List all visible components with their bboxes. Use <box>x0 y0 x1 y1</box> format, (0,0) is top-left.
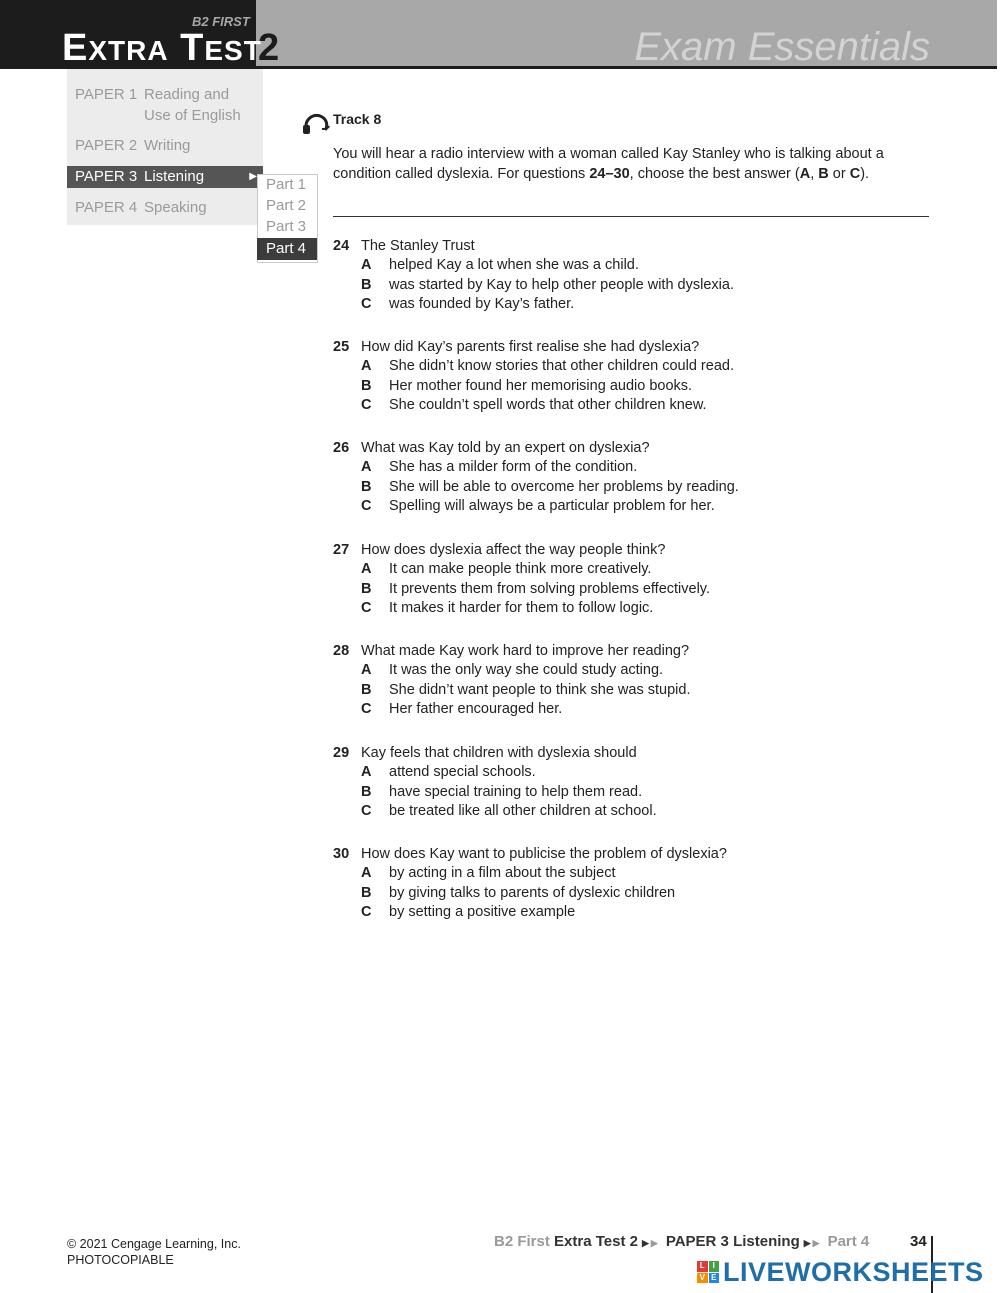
logo-letter: L <box>697 1261 708 1272</box>
question-text: What made Kay work hard to improve her reading? <box>361 643 690 659</box>
question-29 <box>333 743 933 822</box>
option-text: It was the only way she could study acting. <box>389 662 664 678</box>
option-c[interactable] <box>333 396 933 416</box>
option-letter: B <box>361 783 372 800</box>
question-text: What was Kay told by an expert on dyslexia? <box>361 440 650 456</box>
option-letter: A <box>361 764 372 780</box>
question-number: 24 <box>333 238 350 254</box>
option-letter: B <box>361 377 372 394</box>
option-c[interactable] <box>333 700 933 720</box>
question-30 <box>333 844 933 923</box>
copyright-notice <box>67 1236 241 1268</box>
question-text: Kay feels that children with dyslexia should <box>361 745 637 761</box>
part-1[interactable]: Part 1 <box>266 176 307 193</box>
option-letter: B <box>361 478 372 495</box>
nav-paper-4[interactable] <box>67 197 263 218</box>
nav-paper-title: Listening <box>144 168 205 185</box>
option-text: She will be able to overcome her problems by reading. <box>389 478 739 495</box>
option-a[interactable] <box>333 560 933 580</box>
option-c[interactable] <box>333 903 933 923</box>
breadcrumb-test: Extra Test 2 <box>554 1233 638 1250</box>
intro-text: or <box>828 165 850 182</box>
option-b[interactable] <box>333 276 933 296</box>
option-letter: A <box>361 662 372 678</box>
question-26 <box>333 438 933 517</box>
option-text: be treated like all other children at school. <box>389 803 657 820</box>
option-letter: A <box>361 561 372 577</box>
option-text: Spelling will always be a particular problem for her. <box>389 498 715 515</box>
option-letter: B <box>361 884 372 901</box>
option-letter: C <box>361 600 372 617</box>
intro-text: , <box>810 165 819 182</box>
triangle-right-icon: ▶ <box>803 1238 811 1248</box>
triangle-right-icon: ▶ <box>812 1238 820 1248</box>
breadcrumb <box>494 1232 869 1253</box>
nav-paper-number: PAPER 3 <box>75 168 138 185</box>
nav-paper-1[interactable] <box>67 84 263 126</box>
question-number: 30 <box>333 846 350 862</box>
option-text: by setting a positive example <box>389 904 576 921</box>
brand-title: Exam Essentials <box>634 25 930 69</box>
option-text: It makes it harder for them to follow logic. <box>389 600 654 617</box>
liveworksheets-logo-icon <box>697 1261 719 1283</box>
option-text: have special training to help them read. <box>389 783 643 800</box>
option-letter: A <box>361 358 372 374</box>
triangle-right-icon: ▶ <box>641 1238 649 1248</box>
option-a[interactable] <box>333 256 933 276</box>
option-c[interactable] <box>333 599 933 619</box>
question-text: How did Kay’s parents first realise she had dyslexia? <box>361 339 700 355</box>
option-text: by giving talks to parents of dyslexic children <box>389 884 676 901</box>
option-a[interactable] <box>333 458 933 478</box>
breadcrumb-level: B2 First <box>494 1233 550 1250</box>
option-letter: C <box>361 803 372 820</box>
breadcrumb-skill: Listening <box>733 1233 800 1250</box>
title-rest-2: EST <box>204 35 262 66</box>
intro-text: You will hear a radio interview with a woman called Kay Stanley who is talking about a condition called dyslexia. For questions <box>333 146 884 182</box>
intro-range: 24–30 <box>589 165 630 182</box>
intro-letter: B <box>818 165 829 182</box>
photocopiable-text: PHOTOCOPIABLE <box>67 1253 174 1267</box>
series-label: B2 FIRST <box>192 14 250 29</box>
option-a[interactable] <box>333 357 933 377</box>
option-b[interactable] <box>333 478 933 498</box>
option-a[interactable] <box>333 763 933 783</box>
option-letter: C <box>361 904 372 921</box>
question-text: How does Kay want to publicise the problem of dyslexia? <box>361 846 727 862</box>
intro-text: ). <box>860 165 870 182</box>
option-letter: A <box>361 257 372 273</box>
question-number: 29 <box>333 745 350 761</box>
option-text: was started by Kay to help other people with dyslexia. <box>389 276 734 293</box>
title-initial: E <box>62 27 89 69</box>
task-instructions <box>333 145 933 184</box>
option-a[interactable] <box>333 661 933 681</box>
option-letter: A <box>361 865 372 881</box>
chevron-right-icon: ▶ <box>249 171 257 182</box>
nav-paper-3[interactable] <box>67 166 263 188</box>
nav-paper-title: Writing <box>144 137 191 154</box>
nav-paper-number: PAPER 1 <box>75 86 138 103</box>
question-number: 26 <box>333 440 350 456</box>
option-b[interactable] <box>333 580 933 600</box>
intro-letter: C <box>849 165 861 182</box>
part-3[interactable]: Part 3 <box>266 218 307 235</box>
test-title <box>62 28 262 71</box>
page-number: 34 <box>910 1233 927 1250</box>
part-2[interactable]: Part 2 <box>266 197 307 214</box>
question-27 <box>333 540 933 619</box>
title-initial-2: T <box>180 27 205 69</box>
liveworksheets-text: LIVEWORKSHEETS <box>723 1257 984 1287</box>
option-c[interactable] <box>333 802 933 822</box>
option-b[interactable] <box>333 681 933 701</box>
option-b[interactable] <box>333 377 933 397</box>
option-a[interactable] <box>333 864 933 884</box>
nav-paper-number: PAPER 2 <box>75 137 138 154</box>
option-letter: C <box>361 498 372 515</box>
option-c[interactable] <box>333 295 933 315</box>
option-text: She didn’t know stories that other children could read. <box>389 358 734 374</box>
option-letter: C <box>361 397 372 414</box>
question-number: 25 <box>333 339 350 355</box>
nav-paper-title: Speaking <box>144 199 207 216</box>
option-b[interactable] <box>333 884 933 904</box>
nav-paper-title: Reading and <box>144 86 230 103</box>
question-text: The Stanley Trust <box>361 238 475 254</box>
option-text: by acting in a film about the subject <box>389 865 616 881</box>
logo-letter: I <box>709 1261 720 1272</box>
question-number: 27 <box>333 542 350 558</box>
track-label: Track 8 <box>333 111 382 127</box>
option-text: helped Kay a lot when she was a child. <box>389 257 639 273</box>
option-b[interactable] <box>333 783 933 803</box>
option-text: It can make people think more creatively. <box>389 561 652 577</box>
triangle-right-icon: ▶ <box>650 1238 658 1248</box>
option-text: She didn’t want people to think she was stupid. <box>389 681 691 698</box>
section-divider <box>333 216 929 217</box>
option-text: attend special schools. <box>389 764 536 780</box>
option-text: She couldn’t spell words that other children knew. <box>389 397 707 414</box>
option-text: She has a milder form of the condition. <box>389 459 638 475</box>
copyright-text: © 2021 Cengage Learning, Inc. <box>67 1237 241 1251</box>
nav-paper-title-line2: Use of English <box>144 107 241 124</box>
option-letter: B <box>361 681 372 698</box>
intro-letter: A <box>799 165 811 182</box>
breadcrumb-paper: PAPER 3 <box>665 1233 729 1250</box>
option-text: It prevents them from solving problems effectively. <box>389 580 711 597</box>
part-4[interactable]: Part 4 <box>257 238 317 260</box>
option-letter: B <box>361 276 372 293</box>
option-text: Her mother found her memorising audio books. <box>389 377 693 394</box>
option-c[interactable] <box>333 497 933 517</box>
option-text: Her father encouraged her. <box>389 701 563 718</box>
option-letter: C <box>361 296 372 313</box>
nav-paper-2[interactable] <box>67 135 263 156</box>
option-letter: C <box>361 701 372 718</box>
test-number: 2 <box>258 27 280 69</box>
logo-letter: V <box>697 1273 708 1284</box>
question-25 <box>333 337 933 416</box>
intro-text: , choose the best answer ( <box>629 165 800 182</box>
question-28 <box>333 641 933 720</box>
question-number: 28 <box>333 643 350 659</box>
breadcrumb-part: Part 4 <box>827 1233 870 1250</box>
option-letter: A <box>361 459 372 475</box>
option-letter: B <box>361 580 372 597</box>
liveworksheets-watermark[interactable] <box>697 1256 984 1288</box>
question-24 <box>333 236 933 315</box>
question-text: How does dyslexia affect the way people think? <box>361 542 666 558</box>
title-rest: XTRA <box>88 35 169 66</box>
option-text: was founded by Kay’s father. <box>389 296 575 313</box>
logo-letter: E <box>709 1273 720 1284</box>
headphones-icon <box>302 112 330 136</box>
nav-paper-number: PAPER 4 <box>75 199 138 216</box>
